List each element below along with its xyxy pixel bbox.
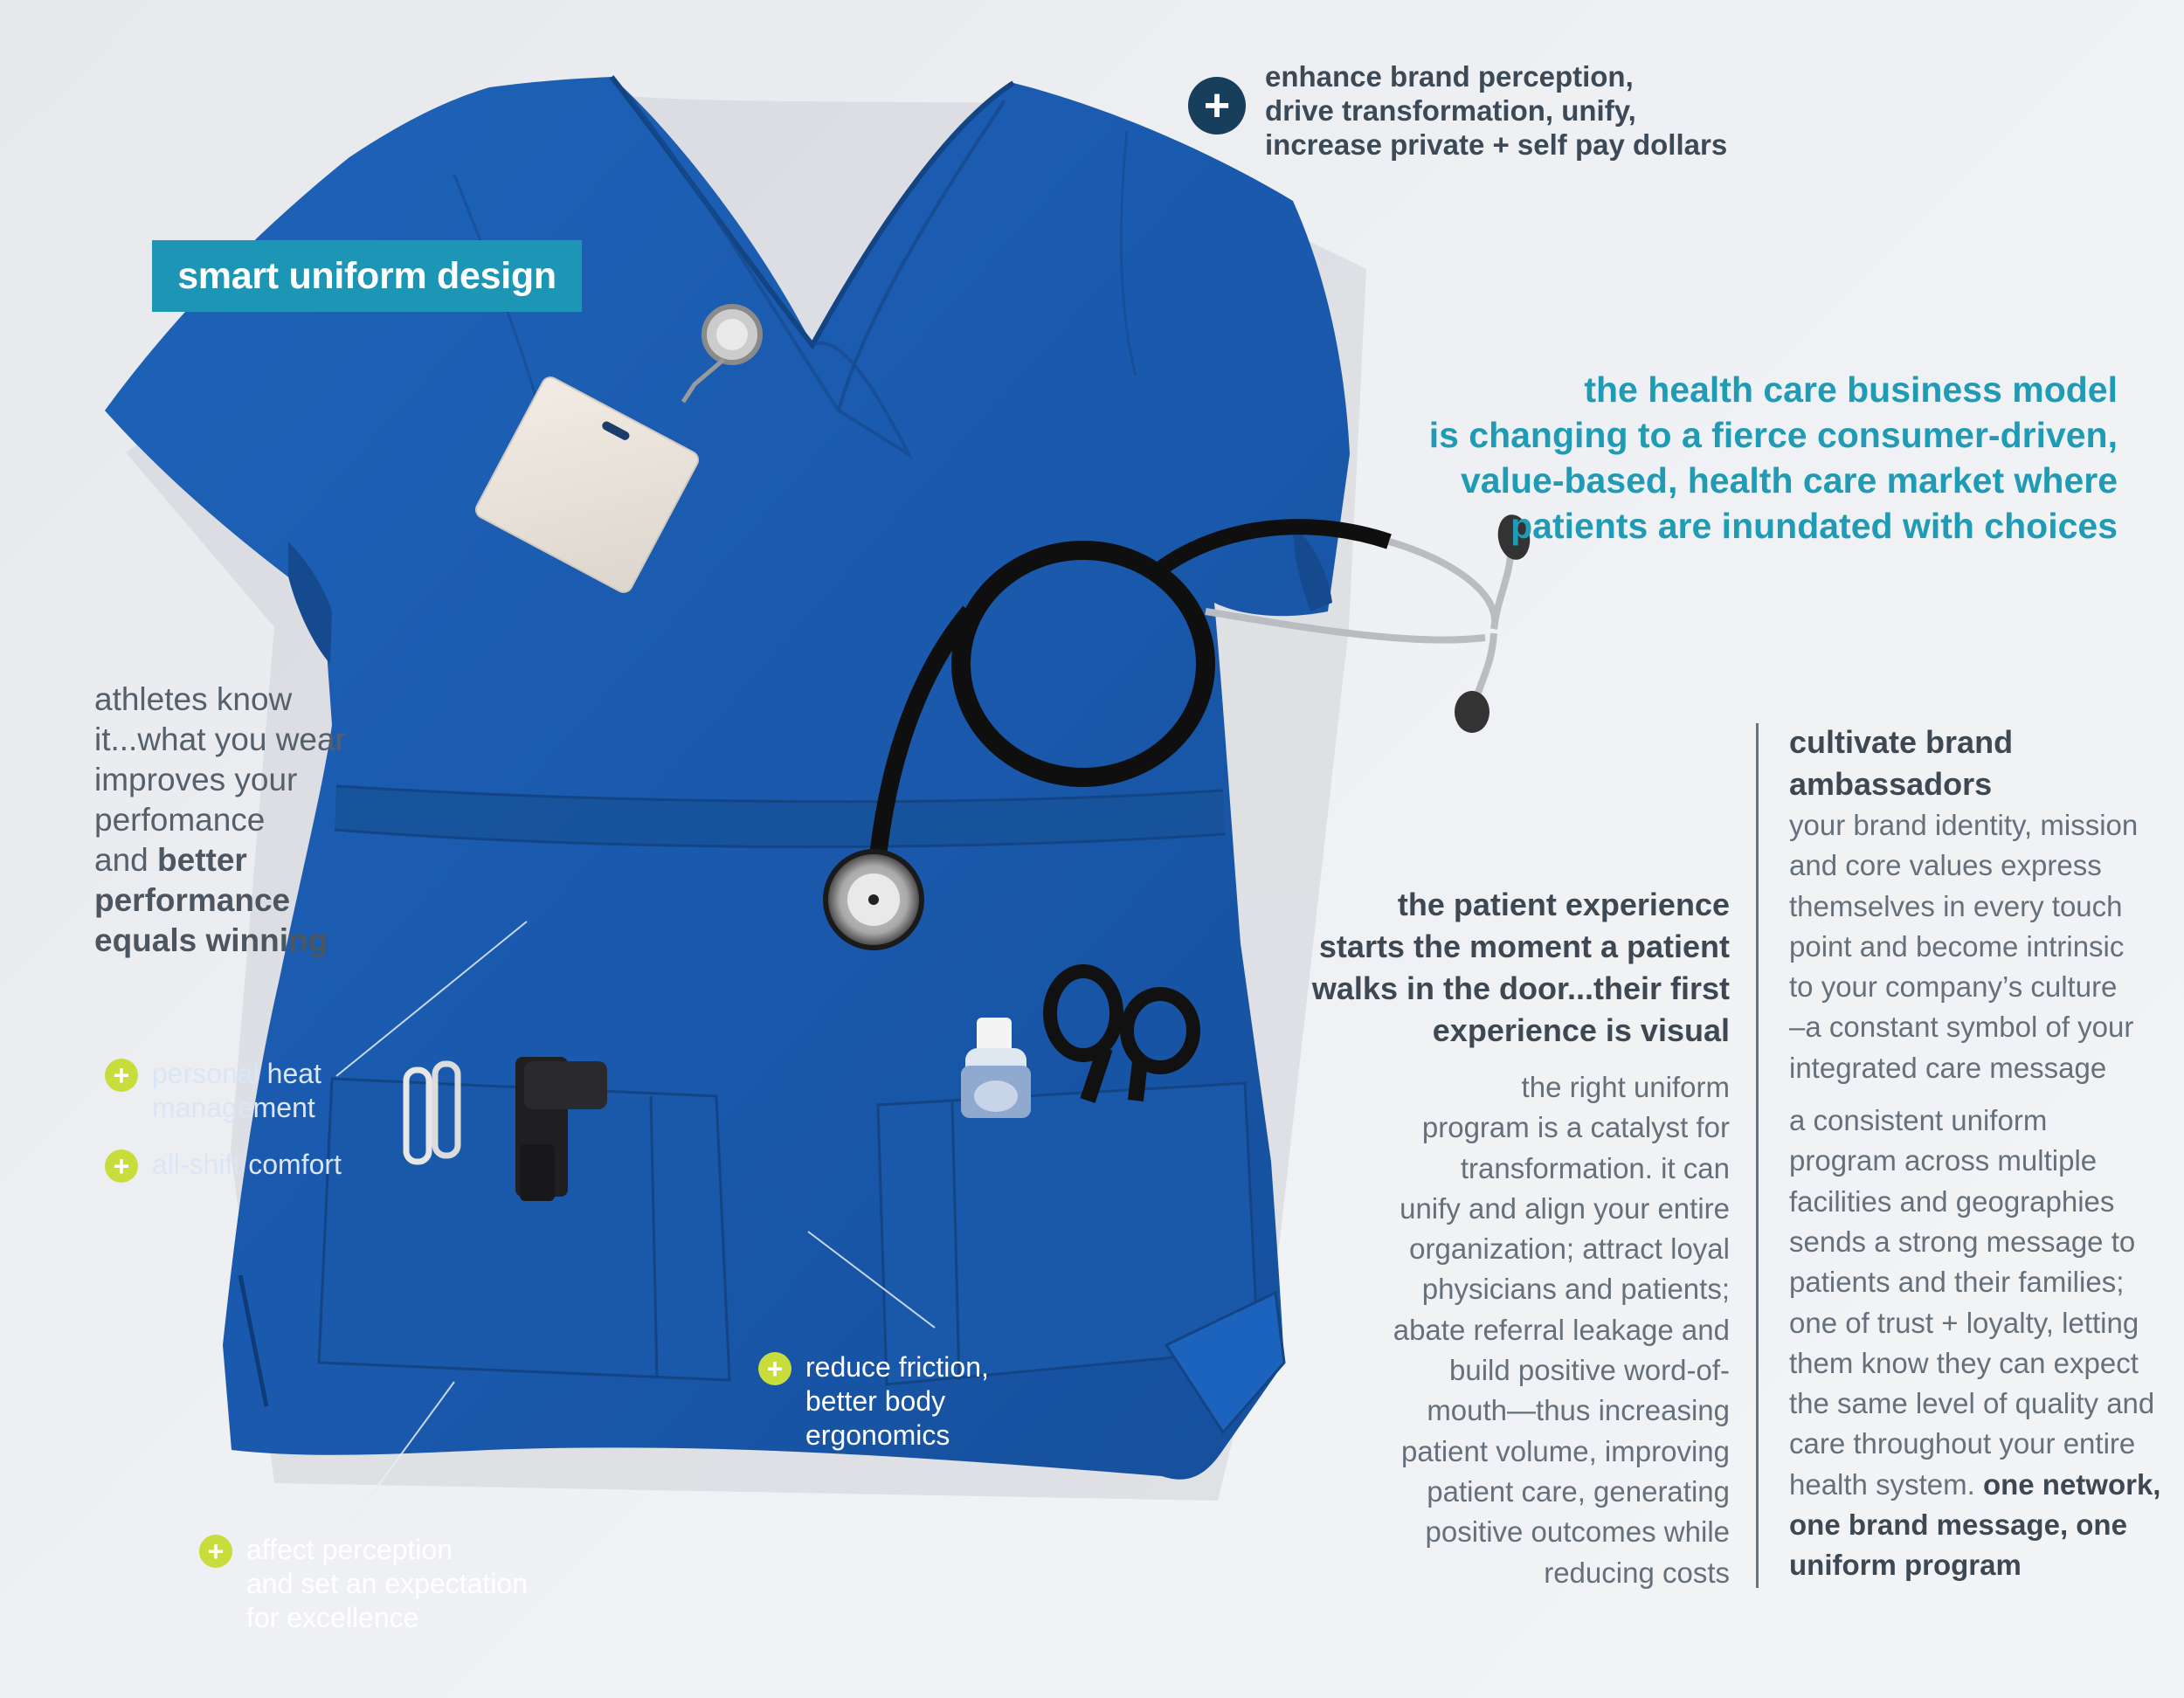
- plus-icon: +: [758, 1352, 791, 1385]
- body-line: abate referral leakage and: [1393, 1313, 1730, 1346]
- athletes-note: [94, 680, 356, 961]
- headline-line: value-based, health care market where: [1460, 460, 2118, 500]
- callout-comfort-text: [152, 1148, 342, 1182]
- callout-line: all-shift comfort: [152, 1149, 342, 1180]
- body-line: the same level of quality and: [1789, 1387, 2155, 1420]
- body-line: themselves in every touch: [1789, 889, 2123, 922]
- body-line: build positive word-of-: [1449, 1354, 1730, 1387]
- athletes-line: [94, 921, 356, 961]
- body-plain: health system.: [1789, 1467, 1983, 1501]
- ambassadors-column: [1789, 721, 2161, 1586]
- plus-icon: +: [105, 1149, 138, 1183]
- athletes-line: it...what you wear: [94, 721, 346, 757]
- ambassadors-heading-line: ambassadors: [1789, 766, 1993, 802]
- athletes-winning: equals winning: [94, 922, 328, 958]
- athletes-line: perfomance: [94, 802, 266, 838]
- callout-line: for excellence: [246, 1602, 419, 1633]
- body-line: mouth—thus increasing: [1427, 1394, 1730, 1427]
- body-line: –a constant symbol of your: [1789, 1011, 2134, 1044]
- body-line: physicians and patients;: [1421, 1273, 1730, 1306]
- headline-line: the health care business model: [1584, 369, 2118, 410]
- callout-friction-text: [805, 1350, 989, 1453]
- body-line: sends a strong message to: [1789, 1225, 2136, 1258]
- top-note-line: enhance brand perception,: [1265, 60, 1634, 93]
- plus-icon: +: [199, 1535, 232, 1568]
- body-bold: one brand message, one: [1789, 1508, 2127, 1542]
- heading-line: experience is visual: [1432, 1012, 1730, 1048]
- body-line: [1789, 1465, 2161, 1505]
- body-line: organization; attract loyal: [1409, 1232, 1730, 1266]
- athletes-performance: performance: [94, 882, 291, 918]
- body-line: transformation. it can: [1460, 1151, 1730, 1184]
- athletes-line: [94, 840, 356, 880]
- athletes-line: athletes know: [94, 681, 293, 717]
- callout-line: better body: [805, 1385, 946, 1417]
- title-badge: smart uniform design: [152, 240, 582, 312]
- athletes-better: better: [157, 842, 247, 878]
- body-line: [1789, 1505, 2156, 1545]
- heading-line: the patient experience: [1397, 887, 1730, 922]
- body-line: your brand identity, mission: [1789, 809, 2139, 841]
- callout-perception-text: [246, 1533, 528, 1635]
- body-line: integrated care message: [1789, 1051, 2107, 1084]
- heading-line: walks in the door...their first: [1311, 970, 1730, 1006]
- body-line: to your company’s culture: [1789, 970, 2118, 1004]
- body-line: a consistent uniform: [1789, 1104, 2048, 1137]
- column-divider: [1756, 723, 1759, 1588]
- callout-heat: [105, 1057, 321, 1125]
- callout-line: ergonomics: [805, 1419, 950, 1451]
- patient-experience-body: [1393, 1067, 1730, 1593]
- body-line: point and become intrinsic: [1789, 929, 2125, 963]
- callout-perception: [199, 1533, 528, 1635]
- body-bold: uniform program: [1789, 1549, 2022, 1582]
- plus-icon: +: [105, 1059, 138, 1092]
- body-line: [1789, 1545, 2156, 1585]
- headline-line: is changing to a fierce consumer-driven,: [1428, 415, 2118, 455]
- top-plus-icon: +: [1188, 77, 1246, 135]
- body-line: them know they can expect: [1789, 1346, 2139, 1379]
- body-line: program across multiple: [1789, 1144, 2098, 1177]
- callout-comfort: [105, 1148, 342, 1183]
- athletes-line: [94, 880, 356, 921]
- patient-experience-heading: [1312, 884, 1730, 1052]
- ambassadors-heading-line: cultivate brand: [1789, 724, 2014, 760]
- top-note-line: increase private + self pay dollars: [1265, 128, 1728, 161]
- body-line: positive outcomes while: [1425, 1515, 1730, 1549]
- body-line: reducing costs: [1544, 1556, 1730, 1589]
- top-note-line: drive transformation, unify,: [1265, 94, 1636, 127]
- body-line: the right uniform: [1521, 1071, 1730, 1103]
- body-bold: one network,: [1982, 1467, 2161, 1501]
- callout-line: management: [152, 1092, 315, 1123]
- body-line: patients and their families;: [1789, 1266, 2125, 1299]
- body-line: patient care, generating: [1427, 1474, 1730, 1508]
- athletes-and: and: [94, 842, 158, 878]
- headline-line: patients are inundated with choices: [1510, 506, 2118, 546]
- body-line: program is a catalyst for: [1421, 1111, 1730, 1144]
- heading-line: starts the moment a patient: [1318, 928, 1730, 964]
- body-line: unify and align your entire: [1400, 1191, 1730, 1225]
- body-line: facilities and geographies: [1789, 1184, 2115, 1218]
- callout-line: personal heat: [152, 1058, 321, 1089]
- paragraph-gap: [1789, 1088, 2156, 1101]
- callout-heat-text: [152, 1057, 321, 1125]
- top-note: [1265, 59, 1727, 162]
- body-line: one of trust + loyalty, letting: [1789, 1306, 2139, 1339]
- callout-line: affect perception: [246, 1534, 453, 1565]
- headline: [1429, 367, 2118, 549]
- body-line: and core values express: [1789, 849, 2102, 882]
- callout-line: and set an expectation: [246, 1568, 529, 1599]
- body-line: patient volume, improving: [1400, 1434, 1730, 1467]
- callout-friction: [758, 1350, 989, 1453]
- callout-line: reduce friction,: [805, 1351, 989, 1383]
- body-line: care throughout your entire: [1789, 1427, 2136, 1460]
- athletes-line: improves your: [94, 762, 298, 797]
